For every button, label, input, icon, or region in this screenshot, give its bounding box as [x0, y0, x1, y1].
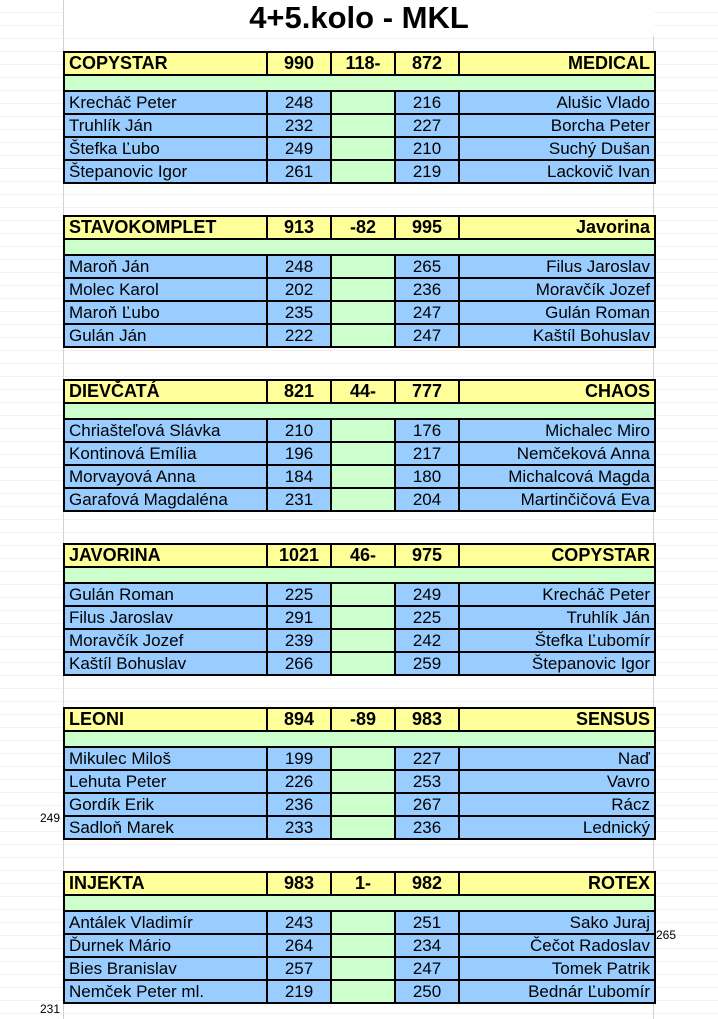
- empty-cell[interactable]: [331, 629, 395, 652]
- away-player-name[interactable]: Rácz: [459, 793, 655, 816]
- home-player-name[interactable]: Gordík Erik: [64, 793, 267, 816]
- home-player-score[interactable]: 202: [267, 278, 331, 301]
- player-row: [64, 91, 655, 114]
- separator-cell[interactable]: [64, 403, 655, 419]
- separator-row: [64, 403, 655, 419]
- empty-cell[interactable]: [331, 911, 395, 934]
- away-player-score[interactable]: 249: [395, 583, 459, 606]
- away-player-score[interactable]: 225: [395, 606, 459, 629]
- away-team-score[interactable]: 982: [395, 872, 459, 895]
- home-player-score[interactable]: 243: [267, 911, 331, 934]
- away-player-name[interactable]: Lednický: [459, 816, 655, 839]
- match-header-row: [64, 872, 655, 895]
- empty-cell[interactable]: [331, 324, 395, 347]
- score-difference[interactable]: 44-: [331, 380, 395, 403]
- away-player-name[interactable]: Sako Juraj: [459, 911, 655, 934]
- home-player-score[interactable]: 231: [267, 488, 331, 511]
- empty-cell[interactable]: [331, 793, 395, 816]
- away-team-score[interactable]: 983: [395, 708, 459, 731]
- empty-cell[interactable]: [331, 91, 395, 114]
- away-player-score[interactable]: 234: [395, 934, 459, 957]
- player-row: [64, 137, 655, 160]
- away-team-score[interactable]: 872: [395, 52, 459, 75]
- empty-cell[interactable]: [331, 301, 395, 324]
- player-row: [64, 980, 655, 1003]
- away-player-name[interactable]: Gulán Roman: [459, 301, 655, 324]
- away-player-score[interactable]: 227: [395, 114, 459, 137]
- away-player-name[interactable]: Martinčičová Eva: [459, 488, 655, 511]
- empty-cell[interactable]: [331, 114, 395, 137]
- away-player-score[interactable]: 251: [395, 911, 459, 934]
- player-row: [64, 911, 655, 934]
- home-player-name[interactable]: Gulán Roman: [64, 583, 267, 606]
- empty-cell[interactable]: [331, 278, 395, 301]
- player-row: [64, 606, 655, 629]
- away-player-name[interactable]: Moravčík Jozef: [459, 278, 655, 301]
- home-player-name[interactable]: Morvayová Anna: [64, 465, 267, 488]
- empty-cell[interactable]: [331, 488, 395, 511]
- stray-cell-value: 265: [656, 928, 677, 942]
- home-player-name[interactable]: Chriašteľová Slávka: [64, 419, 267, 442]
- separator-cell[interactable]: [64, 731, 655, 747]
- home-team-score[interactable]: 894: [267, 708, 331, 731]
- away-player-name[interactable]: Nemčeková Anna: [459, 442, 655, 465]
- player-row: [64, 465, 655, 488]
- score-difference[interactable]: 46-: [331, 544, 395, 567]
- home-team-name[interactable]: LEONI: [64, 708, 267, 731]
- home-player-score[interactable]: 199: [267, 747, 331, 770]
- home-team-name[interactable]: INJEKTA: [64, 872, 267, 895]
- player-row: [64, 583, 655, 606]
- score-difference[interactable]: -82: [331, 216, 395, 239]
- separator-cell[interactable]: [64, 895, 655, 911]
- away-player-score[interactable]: 236: [395, 816, 459, 839]
- away-player-name[interactable]: Michalcová Magda: [459, 465, 655, 488]
- home-player-score[interactable]: 249: [267, 137, 331, 160]
- player-row: [64, 793, 655, 816]
- home-player-score[interactable]: 291: [267, 606, 331, 629]
- away-team-name[interactable]: CHAOS: [459, 380, 655, 403]
- away-player-score[interactable]: 204: [395, 488, 459, 511]
- empty-cell[interactable]: [331, 583, 395, 606]
- home-player-name[interactable]: Gulán Ján: [64, 324, 267, 347]
- player-row: [64, 747, 655, 770]
- away-player-name[interactable]: Krecháč Peter: [459, 583, 655, 606]
- score-difference[interactable]: -89: [331, 708, 395, 731]
- player-row: [64, 278, 655, 301]
- home-team-score[interactable]: 1021: [267, 544, 331, 567]
- home-player-score[interactable]: 225: [267, 583, 331, 606]
- away-player-name[interactable]: Čečot Radoslav: [459, 934, 655, 957]
- empty-cell[interactable]: [331, 419, 395, 442]
- home-team-score[interactable]: 913: [267, 216, 331, 239]
- home-player-name[interactable]: Maroň Ján: [64, 255, 267, 278]
- home-player-score[interactable]: 239: [267, 629, 331, 652]
- home-player-name[interactable]: Bies Branislav: [64, 957, 267, 980]
- player-row: [64, 934, 655, 957]
- home-player-name[interactable]: Garafová Magdaléna: [64, 488, 267, 511]
- home-player-name[interactable]: Moravčík Jozef: [64, 629, 267, 652]
- separator-row: [64, 75, 655, 91]
- empty-cell[interactable]: [331, 980, 395, 1003]
- home-player-score[interactable]: 257: [267, 957, 331, 980]
- empty-cell[interactable]: [331, 770, 395, 793]
- away-player-name[interactable]: Filus Jaroslav: [459, 255, 655, 278]
- away-player-score[interactable]: 180: [395, 465, 459, 488]
- player-row: [64, 816, 655, 839]
- home-player-score[interactable]: 266: [267, 652, 331, 675]
- away-team-name[interactable]: SENSUS: [459, 708, 655, 731]
- separator-row: [64, 239, 655, 255]
- away-player-score[interactable]: 253: [395, 770, 459, 793]
- home-player-score[interactable]: 219: [267, 980, 331, 1003]
- home-player-name[interactable]: Truhlík Ján: [64, 114, 267, 137]
- home-player-name[interactable]: Lehuta Peter: [64, 770, 267, 793]
- home-player-score[interactable]: 232: [267, 114, 331, 137]
- away-player-name[interactable]: Lackovič Ivan: [459, 160, 655, 183]
- match-header-row: [64, 380, 655, 403]
- match-table: [63, 215, 656, 348]
- away-team-score[interactable]: 975: [395, 544, 459, 567]
- match-header-row: [64, 52, 655, 75]
- empty-cell[interactable]: [331, 255, 395, 278]
- player-row: [64, 957, 655, 980]
- away-player-name[interactable]: Štefka Ľubomír: [459, 629, 655, 652]
- empty-cell[interactable]: [331, 816, 395, 839]
- away-team-score[interactable]: 777: [395, 380, 459, 403]
- home-player-name[interactable]: Štepanovic Igor: [64, 160, 267, 183]
- match-table: [63, 379, 656, 512]
- empty-cell[interactable]: [331, 465, 395, 488]
- separator-cell[interactable]: [64, 75, 655, 91]
- home-player-name[interactable]: Mikulec Miloš: [64, 747, 267, 770]
- player-row: [64, 770, 655, 793]
- away-team-name[interactable]: Javorina: [459, 216, 655, 239]
- home-team-name[interactable]: COPYSTAR: [64, 52, 267, 75]
- home-player-score[interactable]: 222: [267, 324, 331, 347]
- home-team-name[interactable]: JAVORINA: [64, 544, 267, 567]
- separator-row: [64, 895, 655, 911]
- empty-cell[interactable]: [331, 606, 395, 629]
- away-player-name[interactable]: Štepanovic Igor: [459, 652, 655, 675]
- separator-row: [64, 731, 655, 747]
- match-header-row: [64, 544, 655, 567]
- away-player-name[interactable]: Vavro: [459, 770, 655, 793]
- away-player-name[interactable]: Bednár Ľubomír: [459, 980, 655, 1003]
- score-difference[interactable]: 118-: [331, 52, 395, 75]
- away-player-name[interactable]: Truhlík Ján: [459, 606, 655, 629]
- match-table: [63, 543, 656, 676]
- home-player-score[interactable]: 226: [267, 770, 331, 793]
- away-player-score[interactable]: 247: [395, 301, 459, 324]
- empty-cell[interactable]: [331, 160, 395, 183]
- away-player-score[interactable]: 176: [395, 419, 459, 442]
- away-player-name[interactable]: Michalec Miro: [459, 419, 655, 442]
- stray-cell-value: 249: [40, 811, 61, 825]
- home-team-name[interactable]: DIEVČATÁ: [64, 380, 267, 403]
- match-header-row: [64, 708, 655, 731]
- away-player-score[interactable]: 265: [395, 255, 459, 278]
- away-player-score[interactable]: 227: [395, 747, 459, 770]
- player-row: [64, 160, 655, 183]
- player-row: [64, 255, 655, 278]
- empty-cell[interactable]: [331, 934, 395, 957]
- home-player-score[interactable]: 235: [267, 301, 331, 324]
- away-player-name[interactable]: Kaštíl Bohuslav: [459, 324, 655, 347]
- match-table: [63, 51, 656, 184]
- home-team-score[interactable]: 983: [267, 872, 331, 895]
- home-team-name[interactable]: STAVOKOMPLET: [64, 216, 267, 239]
- empty-cell[interactable]: [331, 442, 395, 465]
- away-player-name[interactable]: Tomek Patrik: [459, 957, 655, 980]
- away-player-name[interactable]: Borcha Peter: [459, 114, 655, 137]
- home-player-name[interactable]: Maroň Ľubo: [64, 301, 267, 324]
- player-row: [64, 488, 655, 511]
- empty-cell[interactable]: [331, 137, 395, 160]
- away-player-score[interactable]: 236: [395, 278, 459, 301]
- home-player-name[interactable]: Kontinová Emília: [64, 442, 267, 465]
- away-player-score[interactable]: 247: [395, 324, 459, 347]
- home-team-score[interactable]: 821: [267, 380, 331, 403]
- home-player-name[interactable]: Nemček Peter ml.: [64, 980, 267, 1003]
- home-player-score[interactable]: 196: [267, 442, 331, 465]
- home-player-score[interactable]: 210: [267, 419, 331, 442]
- player-row: [64, 324, 655, 347]
- empty-cell[interactable]: [331, 957, 395, 980]
- match-table: [63, 871, 656, 1004]
- separator-row: [64, 567, 655, 583]
- home-player-score[interactable]: 261: [267, 160, 331, 183]
- away-player-score[interactable]: 250: [395, 980, 459, 1003]
- score-difference[interactable]: 1-: [331, 872, 395, 895]
- away-player-name[interactable]: Alušic Vlado: [459, 91, 655, 114]
- player-row: [64, 301, 655, 324]
- away-player-score[interactable]: 242: [395, 629, 459, 652]
- away-player-score[interactable]: 259: [395, 652, 459, 675]
- home-player-name[interactable]: Ďurnek Mário: [64, 934, 267, 957]
- home-player-name[interactable]: Štefka Ľubo: [64, 137, 267, 160]
- away-team-name[interactable]: MEDICAL: [459, 52, 655, 75]
- home-player-score[interactable]: 248: [267, 91, 331, 114]
- match-table: [63, 707, 656, 840]
- player-row: [64, 419, 655, 442]
- home-player-score[interactable]: 264: [267, 934, 331, 957]
- away-team-score[interactable]: 995: [395, 216, 459, 239]
- empty-cell[interactable]: [331, 652, 395, 675]
- home-player-score[interactable]: 233: [267, 816, 331, 839]
- away-player-score[interactable]: 210: [395, 137, 459, 160]
- away-player-score[interactable]: 219: [395, 160, 459, 183]
- away-team-name[interactable]: ROTEX: [459, 872, 655, 895]
- home-team-score[interactable]: 990: [267, 52, 331, 75]
- home-player-name[interactable]: Sadloň Marek: [64, 816, 267, 839]
- stray-cell-value: 231: [40, 1002, 61, 1016]
- player-row: [64, 442, 655, 465]
- away-player-score[interactable]: 267: [395, 793, 459, 816]
- player-row: [64, 114, 655, 137]
- player-row: [64, 629, 655, 652]
- player-row: [64, 652, 655, 675]
- home-player-score[interactable]: 236: [267, 793, 331, 816]
- page-title: 4+5.kolo - MKL: [64, 0, 654, 36]
- separator-cell[interactable]: [64, 239, 655, 255]
- home-player-name[interactable]: Molec Karol: [64, 278, 267, 301]
- away-player-name[interactable]: Suchý Dušan: [459, 137, 655, 160]
- separator-cell[interactable]: [64, 567, 655, 583]
- away-player-name[interactable]: Naď: [459, 747, 655, 770]
- away-player-score[interactable]: 217: [395, 442, 459, 465]
- home-player-score[interactable]: 248: [267, 255, 331, 278]
- away-player-score[interactable]: 216: [395, 91, 459, 114]
- empty-cell[interactable]: [331, 747, 395, 770]
- home-player-name[interactable]: Kaštíl Bohuslav: [64, 652, 267, 675]
- away-player-score[interactable]: 247: [395, 957, 459, 980]
- away-team-name[interactable]: COPYSTAR: [459, 544, 655, 567]
- home-player-name[interactable]: Filus Jaroslav: [64, 606, 267, 629]
- home-player-score[interactable]: 184: [267, 465, 331, 488]
- home-player-name[interactable]: Krecháč Peter: [64, 91, 267, 114]
- match-header-row: [64, 216, 655, 239]
- home-player-name[interactable]: Antálek Vladimír: [64, 911, 267, 934]
